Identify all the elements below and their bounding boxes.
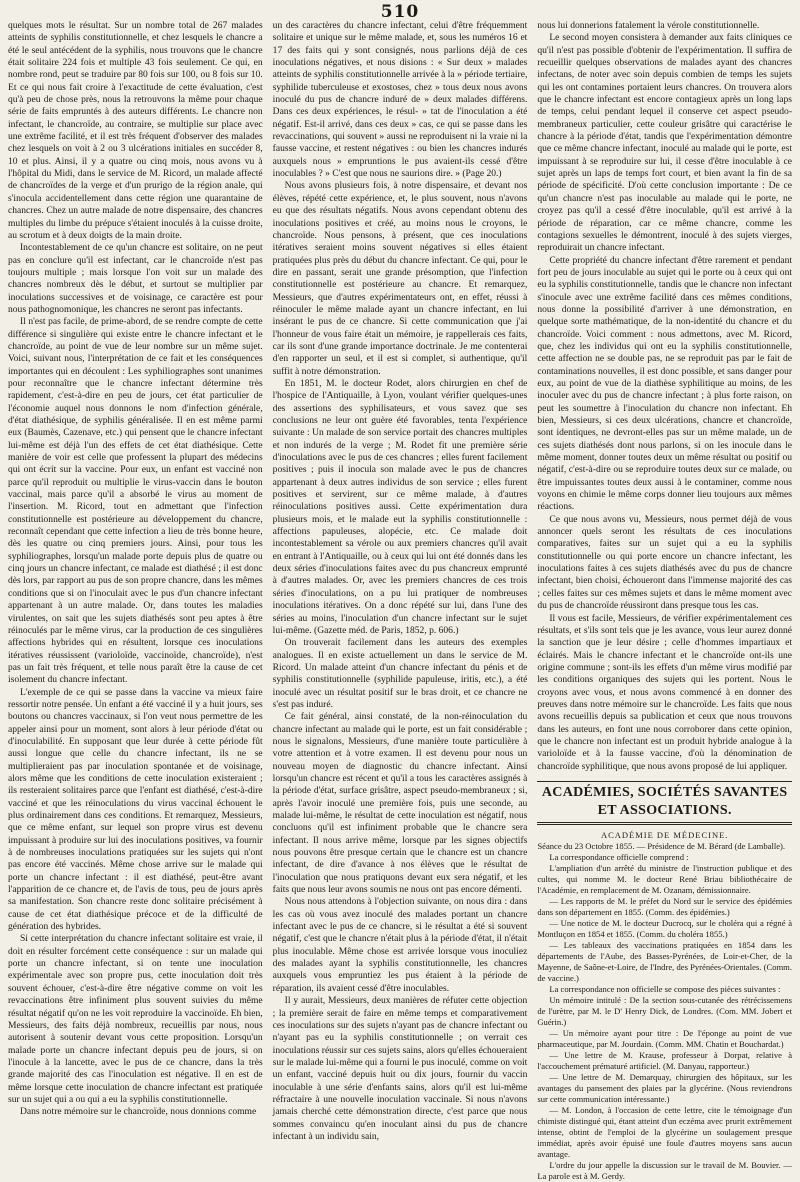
paragraph: un des caractères du chancre infectant, celui d'être fréquemment solitaire et unique sur le même malade, et, sous les numéros 16 et 17 des faits qui y sont consignés, nous parlions déjà de ces inoculations négatives, et nous disions : « Sur deux » malades atteints de syphilis constitutionnelle arrivée à la » période tertiaire, syphilide tuberculeuse et exostoses, chez » tous deux nous avons inoculé du pus de chancre induré de » deux malades différens. Dans ces deux expériences, le résul- » tat de l'inoculation a été négatif. Est-il arrivé, dans ces deux » cas, ce qui se passe dans les revaccinations, qui souvent » aussi ne reproduisent ni la vraie ni la fausse vaccine, et restent négatives : ou bien les chancres indurés auxquels nous » empruntions le pus avaient-ils cessé d'être inoculables ? » C'est que nous ne saurions dire. » (Page 20.) <box>272 20 528 180</box>
section-divider-top <box>537 781 792 782</box>
paragraph: Si cette interprétation du chancre infectant solitaire est vraie, il doit en résulter forcément cette conséquence : sur un malade qui porte un chancre infectant, si on tente une inoculation expérimentale avec son propre pus, cette inoculation doit très souvent échouer, c'est-à-dire être négative comme on voit les revaccinations être infiniment plus souvent suivies du même résultat négatif qu'on ne les voit reproduire la vaccinoïde. Eh bien, Messieurs, des faits déjà nombreux, recueillis par nous, nous autorisent à soutenir devant vous cette proposition. Lorsqu'un malade porte un chancre infectant depuis peu de jours, si on l'inocule à la lancette, avec le pus de ce chancre, dans la très grande majorité des cas l'inoculation est négative. Il en est de même lorsque cette inoculation de chancre infectant est pratiquée sur un sujet qui a ou qui a eu la syphilis constitutionnelle. <box>8 933 263 1105</box>
section-divider-bottom <box>537 822 792 825</box>
paragraph: Le second moyen consistera à demander aux faits cliniques ce qu'il n'est pas possible d'obtenir de l'expérimentation. Il suffira de recueillir quelques observations de malades ayant des chancres infectans, de noter avec soin depuis combien de temps les sujets qui les ont contamines portaient leurs chancres. On trouvera alors que le chancre infectant est encore contagieux après un long laps de temps, celui pendant lequel il conserve cet aspect pseudo-membraneux particulier, cette couleur grisâtre qui caractérise le chancre à la période d'état, tandis que l'expérimentation démontre que ce même chancre infectant, inoculé au malade qui le porte, est impuissant à se reproduire sur lui, il cesse d'être inoculable à ce sujet après un laps de temps fort court, et bien avant la fin de sa période de spécificité. D'où cette conclusion importante : De ce qu'un chancre n'est pas inoculable au malade qui le porte, ne croyez pas qu'il a cessé d'être inoculable, qu'il est arrivé à la période de réparation, car ce même chancre, comme les contagions sexuelles le démontrent, inoculé à des sujets vierges, reproduirait un chancre infectant. <box>537 32 793 254</box>
report-item: — Un mémoire ayant pour titre : De l'éponge au point de vue pharmaceutique, par M. Jourdain. (Comm. MM. Chatin et Bouchardat.) <box>537 1027 793 1049</box>
paragraph: Incontestablement de ce qu'un chancre est solitaire, on ne peut pas en conclure qu'il est infectant, car le chancroïde n'est pas toujours multiple ; mais lorsque l'on voit sur un malade des chancres nombreux dès le début, et surtout se multiplier par inoculations successives et de voisinage, ce caractère est pour nous pathognomonique, les chancres ne seront pas infectants. <box>8 242 263 315</box>
paragraph: Il y aurait, Messieurs, deux manières de réfuter cette objection ; la première serait de faire en même temps et comparativement ces inoculations sur des sujets n'ayant pas de chancre infectant ou n'ayant pas eu la syphilis constitutionnelle ; on verrait ces inoculations réussir sur ces sujets sains, alors qu'elles échoueraient sur le malade lui-même qui a fourni le pus inoculé, comme on voit un enfant, vacciné depuis huit ou dix jours, fournir du vaccin inoculable à une série d'enfants sains, alors qu'il est lui-même réfractaire à une nouvelle inoculation vaccinale. Si nous n'avons jamais cherché cette démonstration directe, c'est parce que nous sommes convaincu qu'en inoculant ainsi du pus de chancre infectant à un individu sain, <box>272 995 528 1142</box>
column-1 <box>8 20 263 1118</box>
column-2 <box>272 20 528 1142</box>
academy-report <box>537 841 792 1182</box>
paragraph: On trouverait facilement dans les auteurs des exemples analogues. Il en existe actuellement un dans le service de M. Ricord. Un malade atteint d'un chancre infectant du pénis et de syphilis constitutionnelle (syphilide papuleuse, iritis, etc.), a été inoculé avec un résultat positif sur le bras droit, et ce chancre ne s'est pas induré. <box>272 637 528 710</box>
report-item: Un mémoire intitulé : De la section sous-cutanée des rétrécissemens de l'urètre, par M. le D' Henry Dick, de Londres. (Com. MM. Jobert et Guérin.) <box>537 994 793 1027</box>
report-item: — M. London, à l'occasion de cette lettre, cite le témoignage d'un chimiste distingué qui, étant atteint d'un eczéma avec prurit extrêmement intense, obtint de l'emploi de la glycérine un soulagement presque immédiat, après avoir épuisé une foule d'autres moyens sans aucun avantage. <box>537 1104 793 1159</box>
report-item: L'ordre du jour appelle la discussion sur le travail de M. Bouvier. — La parole est à M. Gerdy. <box>537 1159 793 1181</box>
paragraph: En 1851, M. le docteur Rodet, alors chirurgien en chef de l'hospice de l'Antiquaille, à Lyon, voulant vérifier quelques-unes des assertions des syphilisateurs, et vous savez que ses conclusions ne leur ont guère été favorables, tenta l'expérience suivante : Un malade de son service portait des chancres multiples et non indurés de la verge ; M. Rodet fit une première série d'inoculations avec le pus de ces chancres ; elles furent facilement positives ; puis il inocula son malade avec le pus de chancres appartenant à deux autres individus de son service ; elles furent positives et servirent, sur ce même malade, à d'autres réinoculations positives aussi. Cette expérimentation dura plusieurs mois, et le malade eut la syphilis constitutionnelle : affections papuleuses, alopécie, etc. Ce malade doit incontestablement sa vérole ou aux premiers chancres qu'il avait en entrant à l'Antiquaille, ou à ceux qui lui ont été donnés dans les deux séries d'inoculations faites avec du pus chancreux emprunté à d'autres malades. Or, avec les premiers chancres de ces trois séries d'inoculations, on a pu lui pratiquer de nombreuses inoculations itératives. On a donc répété sur lui, dans l'une des séries au moins, l'inoculation d'un chancre infectant sur le sujet lui-même. (Gazette méd. de Paris, 1852, p. 606.) <box>272 377 528 636</box>
paragraph: Nous avons plusieurs fois, à notre dispensaire, et devant nos élèves, répété cette expérience, et, le plus souvent, nous n'avons eu que des résultats négatifs. Nous avons cependant obtenu des inoculations positives et créé, au moins nous le croyons, le chancroïde. Nous pensons, à présent, que ces inoculations itératives seraient moins souvent négatives si elles étaient pratiquées plus près du début du chancre infectant. Ce qui, pour le dire en passant, serait une grande présomption, que l'infection constitutionnelle est postérieure au chancre. Et remarquez, Messieurs, que d'autres expérimentateurs ont, en effet, réussi à réinoculer le même malade ayant un chancre infectant, en lui insérant le pus de ce chancre. Si cette communication que j'ai l'honneur de vous faire était un mémoire, je rappellerais ces faits, car ils sont d'une grande importance doctrinale. Je me contenterai d'en rapporter un seul, et il est si complet, si authentique, qu'il suffit à notre démonstration. <box>272 180 528 377</box>
paragraph: Ce fait général, ainsi constaté, de la non-réinoculation du chancre infectant au malade qui le porte, est un fait considérable ; nous le signalons, Messieurs, d'une manière toute particulière à votre attention et à votre examen. Il est devenu pour nous un nouveau moyen de diagnostic du chancre infectant. Ainsi lorsqu'un chancre est récent et qu'il a tous les caractères assignés à la période d'état, surface grisâtre, aspect pseudo-membraneux ; si, après l'avoir inoculé une première fois, puis une seconde, au malade lui-même, le résultat de cette inoculation est négatif, nous concluons qu'il est infiniment probable que le chancre sera infectant. Il nous arrive même, lorsque par les signes objectifs nous pouvons être presque certain que le chancre est un chancre infectant, de dire d'avance à nos élèves que le résultat de l'inoculation que nous pratiquons devant eux sera négatif, et les faits que nous leur avons soumis ne nous ont pas encore démenti. <box>272 711 528 896</box>
report-item: — Une lettre de M. Demarquay, chirurgien des hôpitaux, sur les avantages du pansement des plaies par la glycérine. (Nous reviendrons sur cette communication intéressante.) <box>537 1071 793 1104</box>
page-number: 510 <box>380 2 420 22</box>
paragraph: quelques mots le résultat. Sur un nombre total de 267 malades atteints de syphilis constitutionnelle, et chez lesquels le chancre a été le seul antécédent de la syphilis, nous trouvons que le chancre était solitaire 224 fois et multiple 43 fois seulement. Ce qui, en nombre rond, peut se traduire par 80 fois sur 100, ou 8 fois sur 10. Et ce qui nous fait croire à l'exactitude de cette évaluation, c'est qu'à peu de chose près, nous la retrouvons la même pour chaque série de faits empruntés à des auteurs différents. Le chancre non infectant, le chancroïde, au contraire, se multiplie sur place avec une extrême facilité, et il est très fréquent d'observer des malades chez lesquels on voit à 2 ou 3 ulcérations initiales en succéder 8, 10 et plus. Ainsi, il y a quatre ou cinq mois, nous avons vu à l'hôpital du Midi, dans le service de M. Ricord, un malade affecté de chancroïdes de la verge et d'un prurigo de la région anale, qui s'inocula accidentellement dans cette région une quarantaine de chancres. Chez un autre malade de notre dispensaire, des chancres multiples du limbe du prépuce s'étaient inoculés à la cuisse droite, au scrotum et à deux doigts de la main droite. <box>8 20 263 241</box>
paragraph: Cette propriété du chancre infectant d'être rarement et pendant fort peu de jours inoculable au sujet qui le porte ou à ceux qui ont eu la syphilis constitutionnelle, tandis que le chancre non infectant s'inocule avec une extrême facilité dans ces mêmes conditions, nous donne la possibilité d'arriver à une démonstration, en quelque sorte mathématique, de la non-identité du chancre et du chancroïde. Voici comment : nous admettons, avec M. Ricord, que, chez les individus qui ont eu la syphilis constitutionnelle, cette affection ne se double pas, ne se reproduit pas par le fait de contaminations nouvelles, il est donc possible, et sans danger pour eux, au point de vue de la diathèse syphilitique au moins, de les inoculer avec du pus de chancre infectant ; à plus forte raison, on peut les soumettre à l'inoculation du chancre non infectant. Eh bien, Messieurs, si ces deux ulcérations, chancre et chancroïde, sont identiques, ne devront-elles pas sur un même malade, un de ces sujets diathésés dont nous parlons, si on les inocule dans le même moment, donner toutes deux un même résultat ou positif ou négatif, c'est-à-dire ou se reproduire toutes deux sur ce malade, ou être impuissantes toutes deux aussi à le contaminer, comme nous voyons en chimie le même corps donner lieu toujours aux mêmes réactions. <box>537 254 793 513</box>
column-3 <box>537 20 793 1181</box>
report-item: La correspondance non officielle se compose des pièces suivantes : <box>549 983 781 994</box>
seance-line: Séance du 23 Octobre 1855. — Présidence de M. Bérard (de Lamballe). <box>537 840 786 851</box>
paragraph: L'exemple de ce qui se passe dans la vaccine va mieux faire ressortir notre pensée. Un enfant a été vacciné il y a huit jours, ses boutons ou chancres vaccinaux, si l'on veut nous permettre de les appeler ainsi pour un moment, sont alors à leur période d'état ou d'inoculabilité. En supposant que leur durée à cette période fût aussi longue que celle du chancre infectant, ils ne se multiplieraient pas par inoculation spontanée et de voisinage, alors même que les conditions de cette inoculation existeraient ; ils resteraient solitaires parce que l'enfant est diathésé, c'est-à-dire vacciné et que les réinoculations du virus vaccinal échouent le plus ordinairement dans ces conditions. Et remarquez, Messieurs, que ce même enfant, sur lequel son propre virus est devenu impuissant à produire sur lui des inoculations positives, va fournir à de nombreuses inoculations pratiquées sur les sujets qui n'ont pas encore été vaccinés. Même chose arrive sur le malade qui porte un chancre infectant : il est diathésé, peut-être avant l'apparition de ce chancre et, de l'avis de tous, peu de jours après sa manifestation. Son chancre reste donc solitaire précisément à cause de cet état diathésique précoce et de la difficulté de génération des hybrides. <box>8 686 263 933</box>
paragraph: Dans notre mémoire sur le chancroïde, nous donnions comme <box>20 1106 257 1118</box>
report-item: — Une lettre de M. Krause, professeur à Dorpat, relative à l'accouchement prématuré artificiel. (M. Danyau, rapporteur.) <box>537 1049 793 1071</box>
report-item: — Les rapports de M. le préfet du Nord sur le service des épidémies dans son département en 1855. (Comm. des épidémies.) <box>537 895 793 917</box>
section-title: ACADÉMIES, SOCIÉTÉS SAVANTES ET ASSOCIATIONS. <box>541 784 788 818</box>
paragraph: Il n'est pas facile, de prime-abord, de se rendre compte de cette différence si singulière qui existe entre le chancre infectant et le chancroïde, au point de vue de leur nombre sur un même sujet. Voici, suivant nous, l'interprétation de ce fait et les conséquences importantes qui en découlent : Les syphiliographes sont unanimes pour reconnaître que le chancre infectant détermine très rapidement, c'est-à-dire en peu de jours, cet état particulier de l'économie auquel nous donnons le nom d'infection générale, d'état diathésique, de syphilis généralisée. Il en est même parmi eux (Baumès, Cazenave, etc.) qui pensent que le chancre infectant lui-même est déjà l'un des effets de cet état diathésique. Cette manière de voir est celle que professent la plupart des médecins qui ont écrit sur la vaccine. Pour eux, un enfant est vacciné non parce qu'il reproduit ou multiplie le virus-vaccin dans le bouton vaccinal, mais parce qu'il a absorbé le virus au moment de l'insertion. M. Ricord, tout en admettant que l'infection constitutionnelle est postérieure au développement du chancre, reconnaît cependant que cette infection a lieu de très bonne heure, dès les quatre ou cinq premiers jours. Ainsi, pour tous les syphiliographes, lorsqu'un malade porte depuis plus de quatre ou cinq jours un chancre infectant, ce malade est diathésé ; il est donc dès lors, par rapport au pus de son propre chancre, dans les mêmes conditions que si on l'inoculait avec le pus d'un chancre infectant appartenant à un autre malade. Or, dans toutes les maladies virulentes, on sait que les sujets diathésés sont peu aptes à être réinoculés par le même virus, car la production de ces singulières affections hybrides qui en résultent, lorsque ces inoculations itératives réussissent (varioloïde, vaccinoïde, chancroïde), n'est pas un fait très fréquent, et telle nous paraît être la cause de cet isolement du chancre infectant. <box>8 316 263 686</box>
report-item: — Une notice de M. le docteur Ducrocq, sur le choléra qui a régné à Montluçon en 1854 et 1855. (Comm. du choléra 1855.) <box>537 917 793 939</box>
paragraph: Ce que nous avons vu, Messieurs, nous permet déjà de vous annoncer quels seront les résultats de ces inoculations comparatives, faites sur un sujet qui a eu la syphilis constitutionnelle ou qui porte encore un chancre infectant, les inoculations faites à ces sujets diathésés avec du pus de chancre infectant, bien choisi, échoueront dans l'immense majorité des cas ; celles faites sur ces mêmes sujets et dans le même moment avec du pus de chancroïde réussiront dans presque tous les cas. <box>537 513 793 612</box>
paragraph: nous lui donnerions fatalement la vérole constitutionnelle. <box>537 20 760 31</box>
paragraph: Nous nous attendons à l'objection suivante, on nous dira : dans les cas où vous avez inoculé des malades portant un chancre infectant avec le pus de ce chancre, si le résultat a été si souvent négatif, c'est que le chancre n'était plus à la période d'état, il n'était plus inoculable. Même chose est arrivée lorsque vous inoculiez des malades ayant la syphilis constitutionnelle, les chancres auxquels vous empruntiez les pus étaient à la période de réparation, ils avaient cessé d'être inoculables. <box>272 896 528 994</box>
subsection-title: ACADÉMIE DE MÉDECINE. <box>600 829 729 840</box>
columns <box>8 20 793 1181</box>
paragraph: Il vous est facile, Messieurs, de vérifier expérimentalement ces résultats, et s'ils sont tels que je les avance, vous leur aurez donné la sanction que je leur désire ; celle d'hommes impartiaux et éclairés. Mais le chancre infectant et le chancroïde ont-ils une origine commune ; sont-ils les effets d'un même virus modifié par les conditions organiques des sujets qui les portent. Nous le croyons avec vous, et nous avons commencé à en donner des preuves dans notre mémoire sur le chancroïde. Les faits que nous avons recueillis depuis sa publication et ceux que nous trouvons dans les auteurs, en font une nous corroborer dans cette opinion, que le chancre non infectant est un produit hybride analogue à la varioloïde et à la fausse vaccine, d'où la dénomination de chancroïde syphilitique, que nous avons proposé de lui appliquer. <box>537 612 793 772</box>
report-item: L'ampliation d'un arrêté du ministre de l'instruction publique et des cultes, qui nomme M. le docteur René Briau bibliothécaire de l'Académie, en remplacement de M. Ozanam, démissionnaire. <box>537 862 793 895</box>
report-item: La correspondance officielle comprend : <box>549 851 689 862</box>
report-item: — Les tableaux des vaccinations pratiquées en 1854 dans les départements de l'Aube, des Basses-Pyrénées, de Loir-et-Cher, de la Mayenne, de Saône-et-Loire, de l'Indre, des Pyrénées-Orientales. (Comm. de vaccine.) <box>537 939 793 983</box>
